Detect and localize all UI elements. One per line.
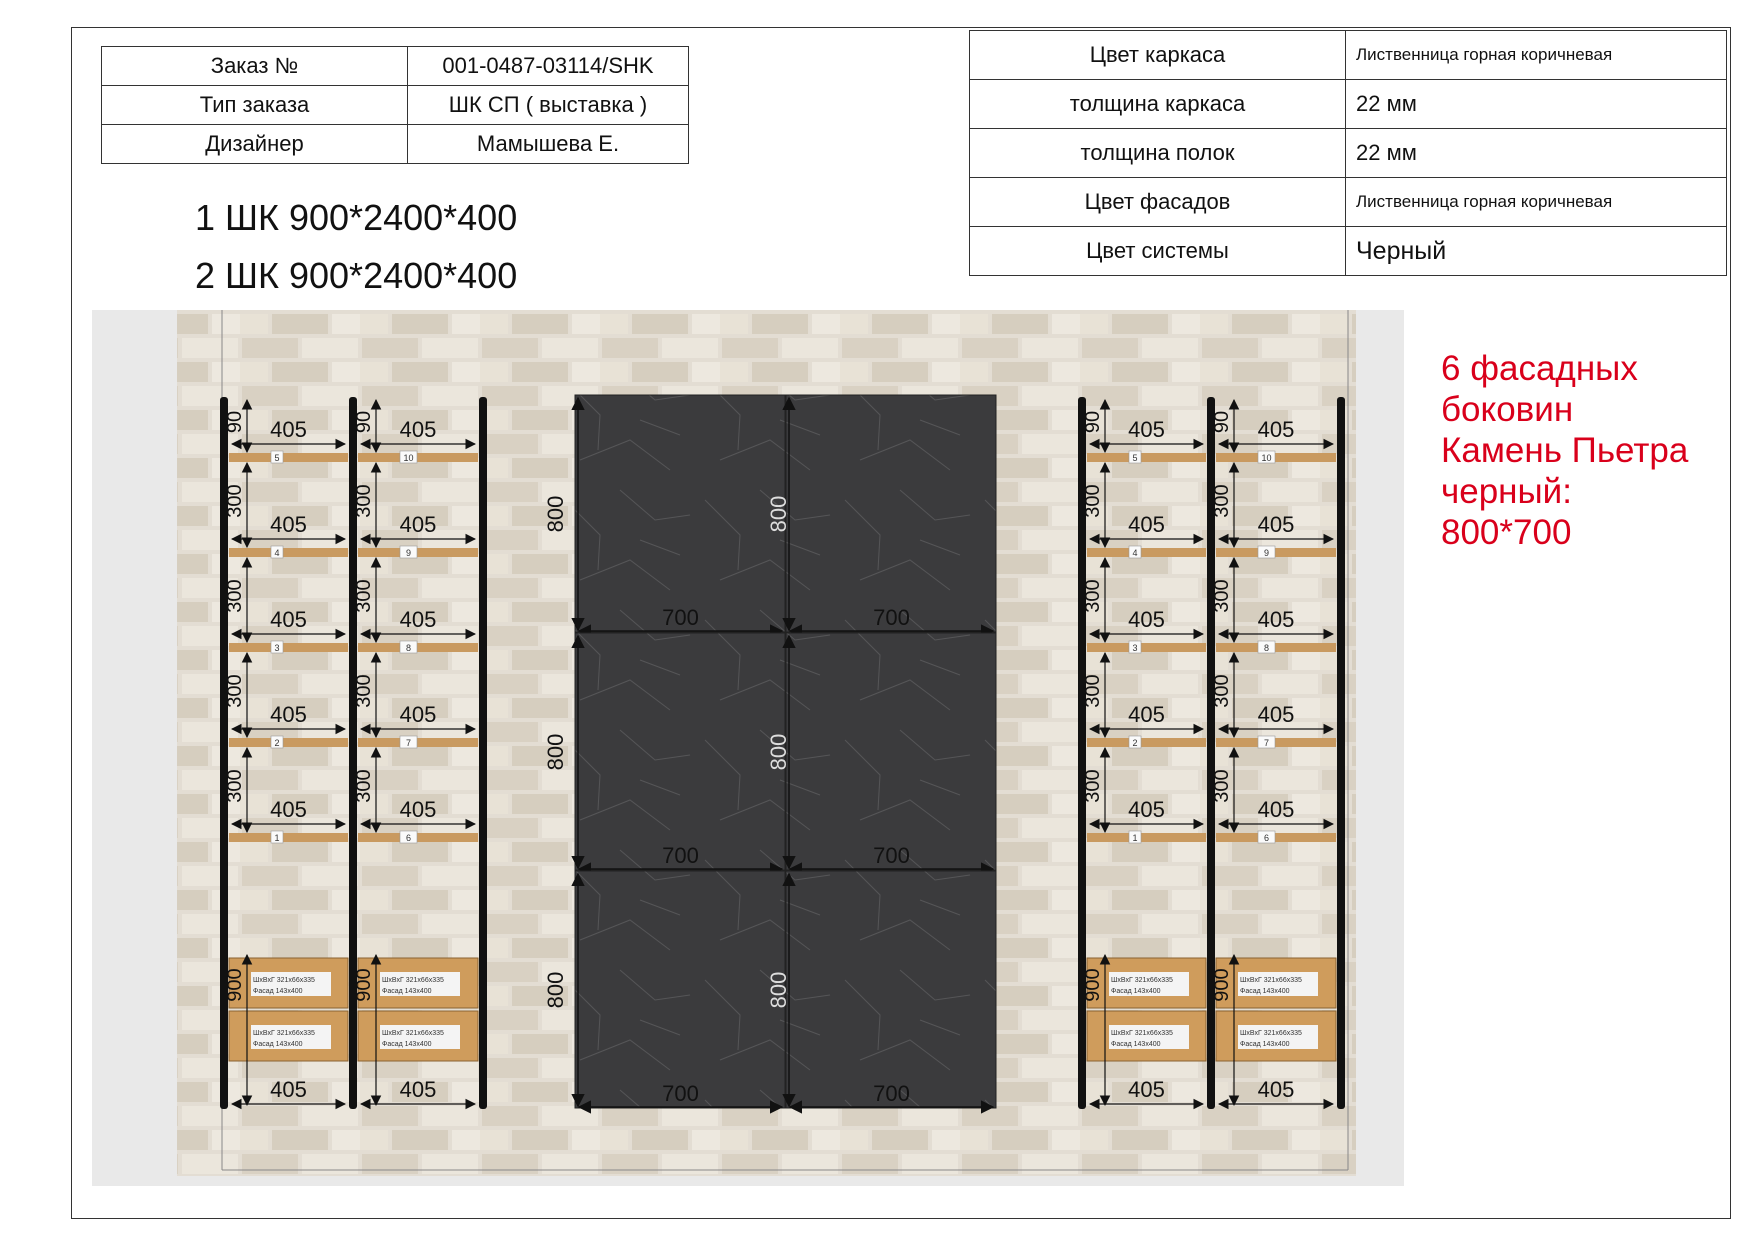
cabinet-2-spec: 2 ШК 900*2400*400 (195, 255, 518, 296)
drawer-facade-text: Фасад 143х400 (1111, 988, 1161, 995)
panel-height-label: 800 (766, 495, 791, 533)
wooden-shelf (358, 833, 478, 842)
shelf-width-label: 405 (1257, 417, 1295, 442)
order-type-value: ШК СП ( выставка ) (408, 86, 689, 125)
shelf-width-label: 405 (1128, 702, 1165, 727)
frame-color-value: Лиственница горная коричневая (1346, 31, 1727, 80)
wooden-shelf (1087, 738, 1206, 747)
drawer-block-label: 900 (1211, 968, 1233, 1002)
wooden-shelf (1087, 548, 1206, 557)
shelf-number: 8 (1263, 643, 1270, 653)
shelf-width-label: 405 (270, 702, 307, 727)
shelf-number: 5 (1132, 453, 1138, 463)
shelf-number: 1 (1132, 833, 1138, 843)
drawer-size-text: ШхВхГ 321х66х335 (253, 977, 315, 984)
drawer-size-text: ШхВхГ 321х66х335 (1240, 1030, 1302, 1037)
shelf-number: 4 (1132, 548, 1138, 558)
shelf-width-label: 405 (399, 607, 437, 632)
shelf-spacing-label: 90 (353, 410, 375, 434)
wooden-shelf (229, 453, 348, 462)
shelf-spacing-label: 300 (1082, 484, 1104, 518)
stone-panel (575, 871, 785, 1108)
shelf-spacing-label: 300 (1211, 579, 1233, 613)
wooden-shelf (1216, 453, 1336, 462)
wooden-shelf (229, 738, 348, 747)
drawer-size-text: ШхВхГ 321х66х335 (1111, 977, 1173, 984)
shelf-spacing-label: 90 (224, 410, 246, 434)
facade-color-label: Цвет фасадов (970, 178, 1346, 227)
panel-height-label: 800 (543, 971, 568, 1009)
shelf-spacing-label: 300 (1082, 674, 1104, 708)
frame-color-label: Цвет каркаса (970, 31, 1346, 80)
wooden-shelf (1087, 453, 1206, 462)
annotation-line: 6 фасадных (1441, 349, 1638, 388)
panel-height-label: 800 (766, 733, 791, 771)
cabinet-1-spec: 1 ШК 900*2400*400 (195, 197, 518, 238)
drawer-size-text: ШхВхГ 321х66х335 (253, 1030, 315, 1037)
shelf-spacing-label: 90 (1211, 410, 1233, 434)
panel-width-label: 700 (662, 1081, 699, 1106)
shelf-width-label: 405 (399, 512, 437, 537)
shelf-number: 8 (405, 643, 412, 653)
system-color-value: Черный (1346, 227, 1727, 276)
shelf-number: 6 (1263, 833, 1270, 843)
shelf-spacing-label: 300 (1211, 484, 1233, 518)
facade-color-value: Лиственница горная коричневая (1346, 178, 1727, 227)
wooden-shelf (358, 548, 478, 557)
shelf-width-label: 405 (1257, 512, 1295, 537)
shelf-spacing-label: 300 (224, 579, 246, 613)
panel-width-label: 700 (873, 843, 910, 868)
shelf-width-label: 405 (1257, 702, 1295, 727)
annotation-line: боковин (1441, 390, 1574, 429)
wooden-shelf (358, 643, 478, 652)
shelf-number: 5 (274, 453, 280, 463)
drawer-size-text: ШхВхГ 321х66х335 (1111, 1030, 1173, 1037)
wooden-shelf (229, 833, 348, 842)
drawer-facade-text: Фасад 143х400 (382, 988, 432, 995)
base-width-label: 405 (399, 1077, 437, 1102)
wooden-shelf (1087, 833, 1206, 842)
wooden-shelf (1216, 738, 1336, 747)
shelf-spacing-label: 300 (1211, 769, 1233, 803)
shelf-number: 4 (274, 548, 280, 558)
drawer-block-label: 900 (353, 968, 375, 1002)
shelf-spacing-label: 300 (353, 674, 375, 708)
shelf-number: 7 (1263, 738, 1270, 748)
shelf-number: 6 (405, 833, 412, 843)
shelf-width-label: 405 (1128, 607, 1165, 632)
vertical-upright (479, 397, 487, 1109)
shelf-spacing-label: 300 (224, 769, 246, 803)
shelf-number: 1 (274, 833, 280, 843)
shelf-width-label: 405 (1128, 797, 1165, 822)
base-width-label: 405 (270, 1077, 307, 1102)
panel-width-label: 700 (873, 1081, 910, 1106)
stone-panels-group (543, 395, 996, 1108)
wooden-shelf (229, 643, 348, 652)
stone-panel (786, 633, 996, 870)
shelf-spacing-label: 300 (1082, 769, 1104, 803)
shelf-spacing-label: 300 (1082, 579, 1104, 613)
shelf-spacing-label: 300 (353, 484, 375, 518)
stone-panel (575, 395, 785, 632)
base-width-label: 405 (1128, 1077, 1165, 1102)
wooden-shelf (1087, 643, 1206, 652)
panel-height-label: 800 (766, 971, 791, 1009)
shelf-width-label: 405 (270, 797, 307, 822)
order-number-value: 001-0487-03114/SHK (408, 47, 689, 86)
wooden-shelf (229, 548, 348, 557)
drawer-size-text: ШхВхГ 321х66х335 (382, 977, 444, 984)
shelf-width-label: 405 (270, 417, 307, 442)
shelf-width-label: 405 (399, 417, 437, 442)
drawer-block-label: 900 (1082, 968, 1104, 1002)
shelf-spacing-label: 300 (1211, 674, 1233, 708)
annotation-line: 800*700 (1441, 513, 1572, 552)
shelf-thickness-label: толщина полок (970, 129, 1346, 178)
shelf-spacing-label: 300 (224, 484, 246, 518)
shelf-spacing-label: 300 (353, 579, 375, 613)
shelf-width-label: 405 (1128, 512, 1165, 537)
wooden-shelf (358, 738, 478, 747)
shelf-width-label: 405 (1257, 797, 1295, 822)
designer-label: Дизайнер (102, 125, 408, 164)
drawer-facade-text: Фасад 143х400 (1240, 1041, 1290, 1048)
shelf-spacing-label: 300 (224, 674, 246, 708)
frame-thickness-label: толщина каркаса (970, 80, 1346, 129)
shelf-number: 9 (405, 548, 412, 558)
panel-width-label: 700 (662, 605, 699, 630)
panel-height-label: 800 (543, 495, 568, 533)
shelf-width-label: 405 (1128, 417, 1165, 442)
shelf-number: 10 (1261, 453, 1272, 463)
shelf-spacing-label: 300 (353, 769, 375, 803)
shelf-width-label: 405 (1257, 607, 1295, 632)
drawer-size-text: ШхВхГ 321х66х335 (382, 1030, 444, 1037)
shelf-number: 3 (274, 643, 280, 653)
stone-panel (575, 633, 785, 870)
shelf-number: 2 (1132, 738, 1138, 748)
panel-width-label: 700 (662, 843, 699, 868)
annotation-line: Камень Пьетра (1441, 431, 1689, 470)
shelf-number: 10 (403, 453, 414, 463)
drawer-size-text: ШхВхГ 321х66х335 (1240, 977, 1302, 984)
drawer-facade-text: Фасад 143х400 (253, 988, 303, 995)
shelf-width-label: 405 (270, 607, 307, 632)
annotation-line: черный: (1441, 472, 1572, 511)
wooden-shelf (1216, 548, 1336, 557)
panel-height-label: 800 (543, 733, 568, 771)
drawer-block-label: 900 (224, 968, 246, 1002)
wooden-shelf (1216, 643, 1336, 652)
designer-value: Мамышева Е. (408, 125, 689, 164)
drawer-facade-text: Фасад 143х400 (1240, 988, 1290, 995)
shelf-number: 9 (1263, 548, 1270, 558)
shelf-number: 7 (405, 738, 412, 748)
shelf-spacing-label: 90 (1082, 410, 1104, 434)
drawer-facade-text: Фасад 143х400 (253, 1041, 303, 1048)
system-color-label: Цвет системы (970, 227, 1346, 276)
shelf-thickness-value: 22 мм (1346, 129, 1727, 178)
shelf-width-label: 405 (399, 797, 437, 822)
wooden-shelf (1216, 833, 1336, 842)
shelf-number: 3 (1132, 643, 1138, 653)
drawer-facade-text: Фасад 143х400 (382, 1041, 432, 1048)
order-number-label: Заказ № (102, 47, 408, 86)
stone-panel (786, 395, 996, 632)
shelf-width-label: 405 (270, 512, 307, 537)
stone-panel (786, 871, 996, 1108)
order-type-label: Тип заказа (102, 86, 408, 125)
shelf-width-label: 405 (399, 702, 437, 727)
frame-thickness-value: 22 мм (1346, 80, 1727, 129)
panel-width-label: 700 (873, 605, 910, 630)
vertical-upright (1337, 397, 1345, 1109)
drawer-facade-text: Фасад 143х400 (1111, 1041, 1161, 1048)
base-width-label: 405 (1257, 1077, 1295, 1102)
wooden-shelf (358, 453, 478, 462)
shelf-number: 2 (274, 738, 280, 748)
